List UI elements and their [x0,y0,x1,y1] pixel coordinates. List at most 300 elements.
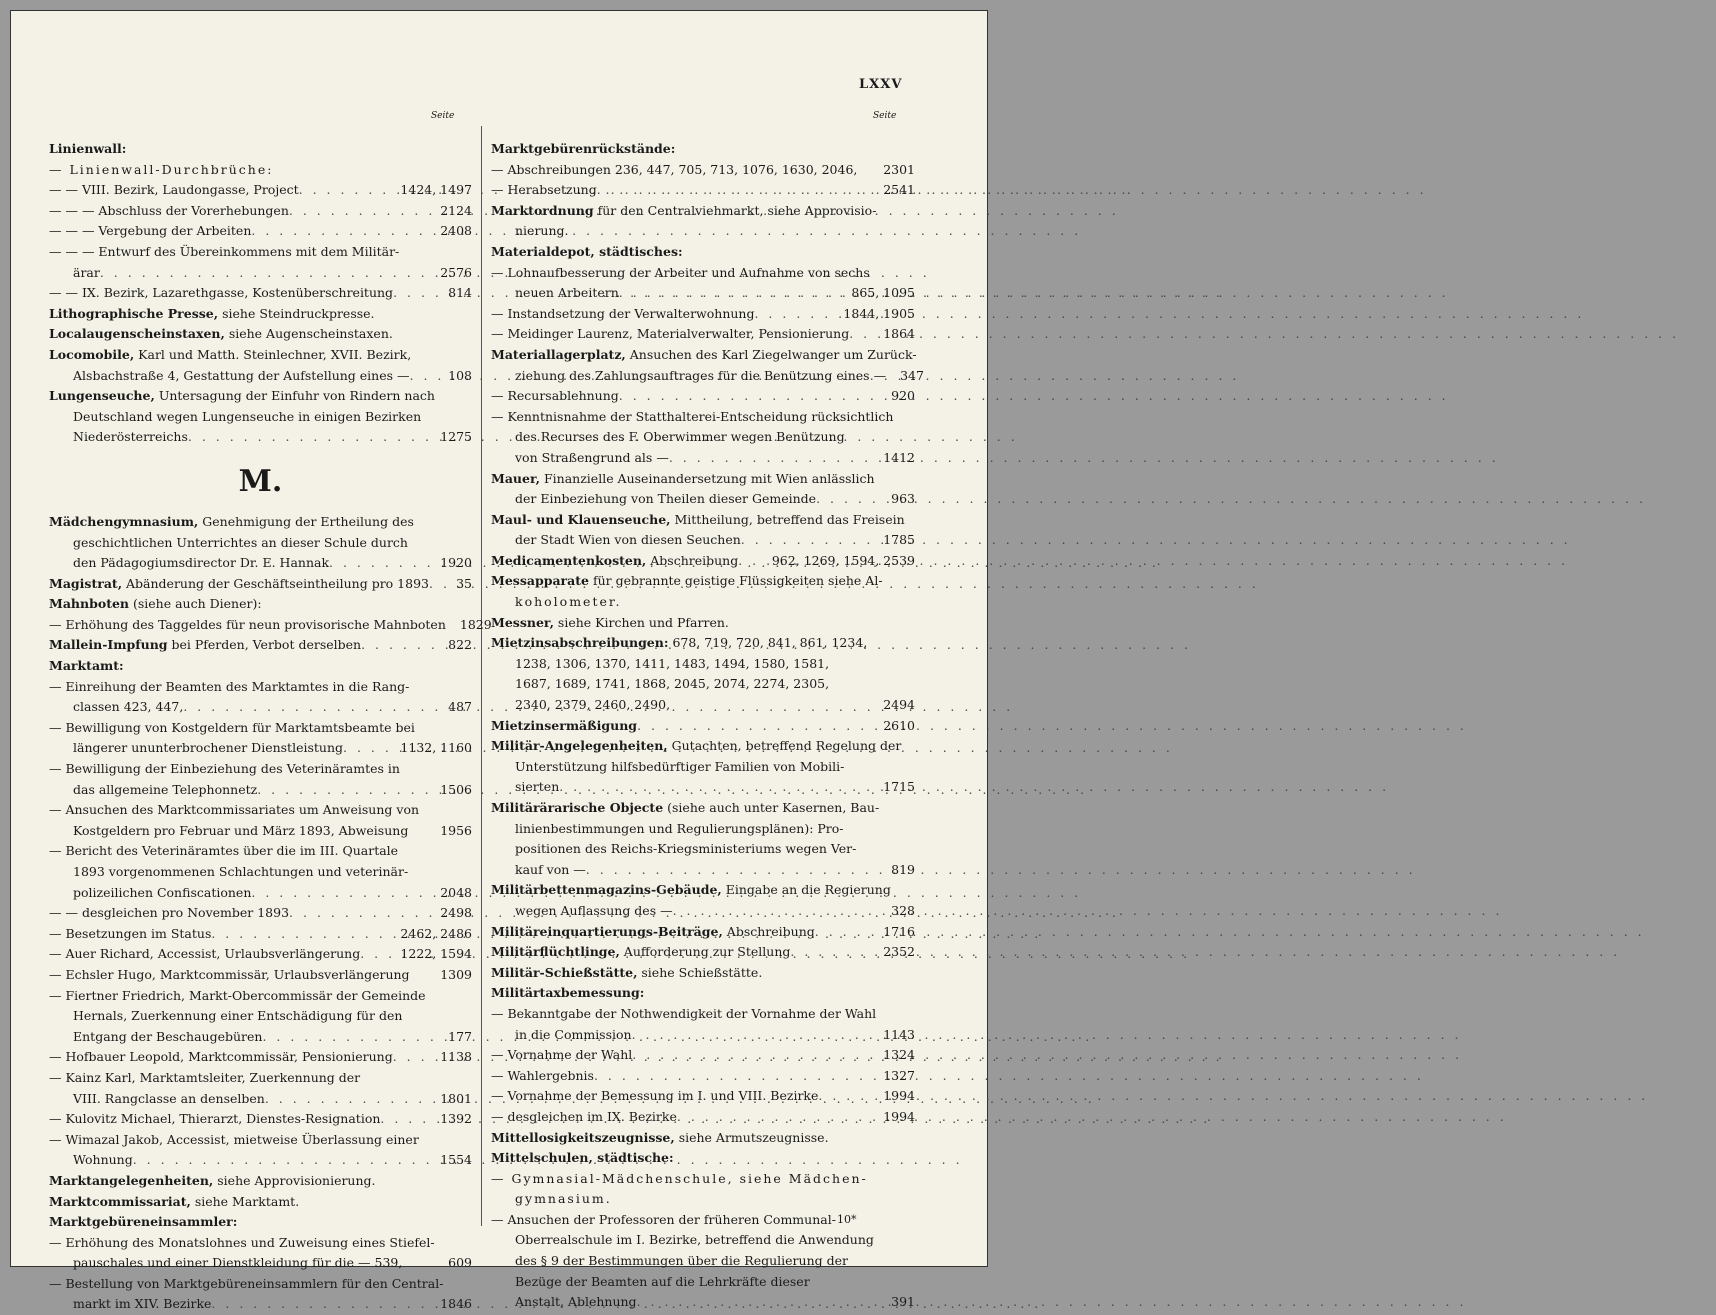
index-entry [491,1107,915,1128]
page-reference: 963 [891,491,915,507]
entry-text: 2340, 2379, 2460, 2490, [515,697,671,713]
footer-signature: 10* [837,1213,857,1226]
entry-text: positionen des Reichs-Kriegsministeriums wegen Ver- [515,841,857,857]
entry-text: — Bewilligung der Einbeziehung des Veterinäramtes in [49,761,400,777]
index-entry [49,283,472,304]
entry-text: des § 9 der Bestimmungen über die Regulierung der [515,1253,848,1269]
page-reference: 1785 [883,532,915,548]
entry-text: (siehe auch unter Kasernen, Bau- [663,800,880,815]
index-entry [491,427,915,448]
index-entry [491,1025,915,1046]
leader-dots [133,1150,436,1171]
entry-text: siehe Approvisionierung. [213,1172,376,1188]
entry-headword: Lithographische Presse, [49,305,219,321]
leader-dots [816,489,887,510]
index-entry [49,635,472,656]
entry-text: — Kainz Karl, Marktamtsleiter, Zuerkennung der [49,1069,361,1085]
entry-text: das allgemeine Telephonnetz [73,781,258,797]
entry-text: — Recursablehnung [491,388,619,404]
page-reference: 1801 [440,1090,472,1106]
entry-text: — Vornahme der Wahl [491,1047,633,1063]
page-reference: 2610 [883,717,915,733]
page-reference: 1424, 1497 [400,182,472,198]
index-entry [49,1006,472,1027]
index-entry [49,1150,472,1171]
entry-text: — Linienwall-Durchbrüche: [49,161,274,177]
index-entry [49,201,472,222]
entry-headword: Materiallagerplatz, [491,346,626,362]
page-reference: 1506 [440,781,472,797]
page-reference: 347 [900,367,924,383]
entry-text: siehe Kirchen und Pfarren. [553,614,729,630]
entry-text: — — — Entwurf des Übereinkommens mit dem Militär- [49,243,400,259]
entry-headword: Medicamentenkosten, [491,552,647,568]
index-entry [491,839,915,860]
entry-text: — Bewilligung von Kostgeldern für Marktamtsbeamte bei [49,719,415,735]
entry-text: siehe Marktamt. [190,1193,300,1209]
index-entry [491,983,915,1004]
entry-text: geschichtlichen Unterrichtes an dieser Schule durch [73,534,408,550]
entry-headword: Materialdepot, städtisches: [491,243,683,259]
entry-headword: Marktgebürenrückstände: [491,141,676,156]
index-entry [49,1274,472,1295]
leader-dots [632,1025,880,1046]
entry-headword: Mittellosigkeitszeugnisse, [491,1129,675,1145]
entry-text: polizeilichen Confiscationen [73,884,252,900]
page-reference: 2124 [440,202,472,218]
leader-dots [677,1107,879,1128]
section-heading: M. [238,463,283,499]
index-entry [491,1128,915,1149]
page-reference: 1920 [440,555,472,571]
entry-text: Eingabe an die Regierung [721,882,891,898]
index-entry [491,1169,915,1190]
index-entry [49,1233,472,1254]
leader-dots [597,180,879,201]
page-reference: 1846 [440,1296,472,1312]
leader-dots [289,201,436,222]
page-reference: 962, 1269, 1594, 2539 [771,552,915,568]
entry-text: linienbestimmungen und Regulierungsplänen): Pro- [515,820,844,836]
seite-label-left: Seite [431,111,455,121]
entry-text: — Besetzungen im Status [49,925,212,941]
leader-dots [738,551,768,572]
entry-headword: Marktordnung [491,202,594,218]
entry-headword: Mittelschulen, städtische: [491,1150,674,1166]
page-reference: 2576 [440,264,472,280]
entry-text: des Recurses des F. Oberwimmer wegen Benützung [515,429,845,445]
entry-text: nierung. [515,223,569,239]
index-entry [49,553,472,574]
index-entry [491,613,915,634]
index-entry [49,841,472,862]
index-entry [49,533,472,554]
entry-headword: Messner, [491,614,554,630]
index-entry [491,1272,915,1293]
entry-text: Abschreibung [722,923,815,939]
entry-text: von Straßengrund als — [515,449,669,465]
index-entry [49,656,472,677]
entry-text: — Kenntnisnahme der Statthalterei-Entscheidung rücksichtlich [491,408,894,424]
index-entry [491,1066,915,1087]
page-reference: 1554 [440,1152,472,1168]
page-reference: 1994 [883,1108,915,1124]
leader-dots [815,922,879,943]
index-entry [491,201,915,222]
entry-text: VIII. Rangclasse an denselben [73,1090,265,1106]
index-entry [49,386,472,407]
seite-label-right: Seite [873,111,897,121]
entry-text: — Bekanntgabe der Nothwendigkeit der Vornahme der Wahl [491,1005,877,1021]
index-entry [491,1292,915,1313]
page-reference: 2541 [883,182,915,198]
index-entry [491,674,915,695]
index-entry [491,736,915,757]
entry-text: Unterstützung hilfsbedürftiger Familien von Mobili- [515,758,845,774]
entry-headword: Mauer, [491,470,541,486]
entry-text: in die Commission [515,1026,632,1042]
entry-text: — Einreihung der Beamten des Marktamtes in die Rang- [49,678,410,694]
index-entry [491,1045,915,1066]
page-reference: 328 [891,902,915,918]
index-entry [49,1109,472,1130]
entry-headword: Militär-Angelegenheiten, [491,738,668,754]
entry-headword: Magistrat, [49,575,123,591]
leader-dots [741,530,879,551]
index-page [10,10,988,1312]
entry-text: der Stadt Wien von diesen Seuchen [515,532,741,548]
index-entry [491,1086,915,1107]
page-reference: 2048 [440,884,472,900]
entry-text: Niederösterreichs [73,429,188,445]
leader-dots [343,738,396,759]
entry-headword: Lungenseuche, [49,388,155,404]
index-entry [491,407,915,428]
entry-text: — Auer Richard, Accessist, Urlaubsverlängerung [49,946,361,962]
page-reference: 822 [448,637,472,653]
entry-headword: Marktgebüreneinsammler: [49,1214,238,1230]
index-entry [491,860,915,881]
entry-text: — — — Abschluss der Vorerhebungen [49,202,289,218]
entry-headword: Mädchengymnasium, [49,513,199,529]
leader-dots [211,1294,436,1315]
entry-text: der Einbeziehung von Theilen dieser Gemeinde [515,491,817,507]
entry-text: koholometer. [515,594,622,610]
index-entry [49,1171,472,1192]
entry-text: ziehung des Zahlungsauftrages für die Benützung eines — [515,367,887,383]
index-entry [49,759,472,780]
index-entry [491,716,915,737]
index-entry [491,819,915,840]
leader-dots [360,944,396,965]
index-entry [49,574,472,595]
entry-text: bei Pferden, Verbot derselben [167,637,362,653]
page-reference: 1327 [883,1067,915,1083]
leader-dots [410,366,445,387]
index-entry [49,1027,472,1048]
leader-dots [211,924,396,945]
entry-text: classen 423, 447, [73,699,184,715]
leader-dots [380,1109,436,1130]
page-reference: 1956 [440,822,472,838]
index-entry [49,718,472,739]
entry-text: Alsbachstraße 4, Gestattung der Aufstellung eines — [73,367,410,383]
page-reference: 1864 [883,326,915,342]
index-entry [491,139,915,160]
leader-dots [619,283,848,304]
page-reference: 1392 [440,1111,472,1127]
page-reference: 1715 [883,779,915,795]
leader-dots [257,780,436,801]
page-reference: 920 [891,388,915,404]
entry-text: — — desgleichen pro November 1893 [49,905,290,921]
entry-headword: Militärtaxbemessung: [491,985,645,1001]
entry-text: Bezüge der Beamten auf die Lehrkräfte dieser [515,1273,810,1289]
index-entry [49,924,472,945]
index-entry [491,963,915,984]
index-entry [49,221,472,242]
index-entry [49,800,472,821]
leader-dots [361,635,444,656]
entry-text: — Wahlergebnis [491,1067,594,1083]
index-entry [491,469,915,490]
entry-text: Genehmigung der Ertheilung des [198,513,414,529]
index-entry [491,571,915,592]
index-entry [491,489,915,510]
index-entry [49,903,472,924]
leader-dots [265,1089,436,1110]
entry-text: pauschales und einer Dienstkleidung für die — 539, [73,1255,403,1271]
entry-headword: Militäreinquartierungs-Beiträge, [491,923,723,939]
entry-text: (siehe auch Diener): [129,596,262,612]
leader-dots [393,283,444,304]
index-entry [49,862,472,883]
entry-text: Entgang der Beschaugebüren [73,1028,263,1044]
entry-text: siehe Schießstätte. [637,964,763,980]
leader-dots [559,777,879,798]
index-entry [49,677,472,698]
entry-text: — Hofbauer Leopold, Marktcommissär, Pensionierung [49,1049,393,1065]
entry-text: Karl und Matth. Steinlechner, XVII. Bezirk, [134,346,412,362]
index-entry [491,1004,915,1025]
leader-dots [289,903,436,924]
index-entry [49,263,472,284]
entry-text: — Gymnasial-Mädchenschule, siehe Mädchen- [491,1170,868,1186]
entry-headword: Locomobile, [49,346,135,362]
index-entry [49,139,472,160]
entry-text: kauf von — [515,861,586,877]
leader-dots [262,1027,444,1048]
page-reference: 1309 [440,966,472,982]
index-entry [49,965,472,986]
index-entry [491,880,915,901]
left-column [49,139,492,1315]
entry-text: wegen Auflassung des — [515,902,673,918]
entry-headword: Marktcommissariat, [49,1193,191,1209]
entry-text: — Instandsetzung der Verwalterwohnung [491,305,755,321]
entry-text: den Pädagogiumsdirector Dr. E. Hannak [73,555,330,571]
entry-text: — Vornahme der Bemessung im I. und VIII. Bezirke [491,1088,819,1104]
entry-headword: Marktangelegenheiten, [49,1172,214,1188]
leader-dots [619,386,887,407]
leader-dots [188,427,436,448]
leader-dots [251,883,436,904]
entry-text: Untersagung der Einfuhr von Rindern nach [154,388,435,404]
entry-text: siehe Steindruckpresse. [218,305,375,321]
leader-dots [299,180,397,201]
index-entry [491,942,915,963]
index-entry [49,1068,472,1089]
entry-text: siehe Armutszeugnisse. [674,1129,829,1145]
index-entry [491,242,915,263]
entry-text: Anstalt, Ablehnung [515,1294,637,1310]
index-entry [49,883,472,904]
entry-text: Kostgeldern pro Februar und März 1893, Abweisung [73,822,409,838]
leader-dots [754,304,839,325]
index-entry [491,180,915,201]
page-reference: 2498 [440,905,472,921]
index-entry [49,615,492,636]
page-reference: 1844, 1905 [843,305,915,321]
index-entry [491,922,915,943]
entry-text: — Herabsetzung [491,182,597,198]
entry-text: für den Centralviehmarkt, siehe Approvisio- [593,202,877,218]
index-entry [491,386,915,407]
index-entry [49,1047,472,1068]
index-entry [491,777,915,798]
index-entry [49,738,472,759]
entry-text: längerer ununterbrochener Dienstleistung [73,740,344,756]
index-entry [491,654,915,675]
entry-text: sierten [515,779,560,795]
entry-text: siehe Augenscheinstaxen. [224,326,393,342]
entry-text: — Lohnaufbesserung der Arbeiter und Aufnahme von sechs [491,264,870,280]
page-number: LXXV [859,77,903,92]
page-reference: 1275 [440,429,472,445]
entry-text: — — IX. Bezirk, Lazarethgasse, Kostenüberschreitung [49,285,394,301]
index-entry [49,780,472,801]
entry-text: — Ansuchen des Marktcommissariates um Anweisung von [49,802,420,818]
index-entry [491,1148,915,1169]
index-entry [49,242,472,263]
entry-text: — Fiertner Friedrich, Markt-Obercommissär der Gemeinde [49,987,426,1003]
page-reference: 1222, 1594 [400,946,472,962]
index-entry [49,407,472,428]
page-reference: 1994 [883,1088,915,1104]
index-entry [491,324,915,345]
entry-text: 1687, 1689, 1741, 1868, 2045, 2074, 2274, 2305, [515,676,830,692]
index-entry [491,1251,915,1272]
entry-text: — Bestellung von Marktgebüreneinsammlern für den Central- [49,1275,444,1291]
leader-dots [251,221,436,242]
entry-headword: Militärflüchtlinge, [491,944,620,960]
entry-text: Gutachten, betreffend Regelung der [667,738,902,754]
index-entry [49,324,472,345]
page-reference: 1829 [459,616,492,632]
entry-text: für gebrannte geistige Flüssigkeiten siehe Al- [588,573,883,589]
entry-text: Abänderung der Geschäftseintheilung pro 1893 [122,575,429,591]
index-entry [49,986,472,1007]
index-entry [491,304,915,325]
page-reference: 1412 [883,449,915,465]
index-entry [491,695,915,716]
entry-text: — Ansuchen der Professoren der früheren Communal- [491,1211,836,1227]
index-entry [49,821,472,842]
index-entry [491,530,915,551]
page-reference: 865, 1095 [851,285,915,301]
entry-headword: Mahnboten [49,596,130,612]
index-entry [491,263,915,284]
index-entry [49,1212,472,1233]
page-reference: 1716 [883,923,915,939]
page-reference: 1143 [883,1026,915,1042]
page-reference: 2462, 2486 [400,925,472,941]
leader-dots [429,574,452,595]
index-entry [49,1192,472,1213]
page-reference: 2301 [883,161,915,177]
page-reference: 487 [448,699,472,715]
entry-text: Oberrealschule im I. Bezirke, betreffend die Anwendung [515,1232,874,1248]
leader-dots [637,716,879,737]
leader-dots [586,860,887,881]
entry-text: 1893 vorgenommenen Schlachtungen und veterinär- [73,864,409,879]
entry-headword: Militärärarische Objecte [491,800,664,815]
page-reference: 2494 [883,697,915,713]
index-entry [49,594,472,615]
entry-text: — Bericht des Veterinäramtes über die im III. Quartale [49,843,399,859]
entry-text: Wohnung [73,1152,133,1168]
leader-dots [329,553,436,574]
index-entry [491,345,915,366]
page-reference: 609 [448,1255,472,1271]
index-entry [49,512,472,533]
entry-headword: Linienwall: [49,141,127,156]
entry-text: — Kulovitz Michael, Thierarzt, Dienstes-Resignation [49,1111,381,1127]
index-entry [49,1294,472,1315]
leader-dots [849,324,879,345]
right-column [491,139,924,1313]
page-reference: 2408 [440,223,472,239]
page-reference: 1324 [883,1047,915,1063]
entry-headword: Militär-Schießstätte, [491,964,638,980]
index-entry [491,510,915,531]
page-reference: 35 [456,575,472,591]
page-reference: 1138 [440,1049,472,1065]
index-entry [49,427,472,448]
entry-headword: Mietzinsabschreibungen: [491,635,669,651]
page-reference: 814 [448,285,472,301]
entry-headword: Marktamt: [49,658,124,674]
entry-text: Deutschland wegen Lungenseuche in einigen Bezirken [73,408,422,424]
index-entry [49,697,472,718]
entry-text: — — VIII. Bezirk, Laudongasse, Project [49,182,299,198]
index-entry [491,551,915,572]
page-reference: 391 [891,1294,915,1310]
page-reference: 1132, 1160 [400,740,472,756]
index-entry [49,944,472,965]
index-entry [491,592,915,613]
index-entry [491,633,915,654]
entry-headword: Maul- und Klauenseuche, [491,511,671,527]
index-entry [49,1089,472,1110]
page-reference: 2352 [883,944,915,960]
index-entry [491,283,915,304]
entry-text: neuen Arbeitern [515,285,619,301]
leader-dots [818,1086,879,1107]
index-entry [49,345,472,366]
index-entry [49,1130,472,1151]
leader-dots [669,448,879,469]
